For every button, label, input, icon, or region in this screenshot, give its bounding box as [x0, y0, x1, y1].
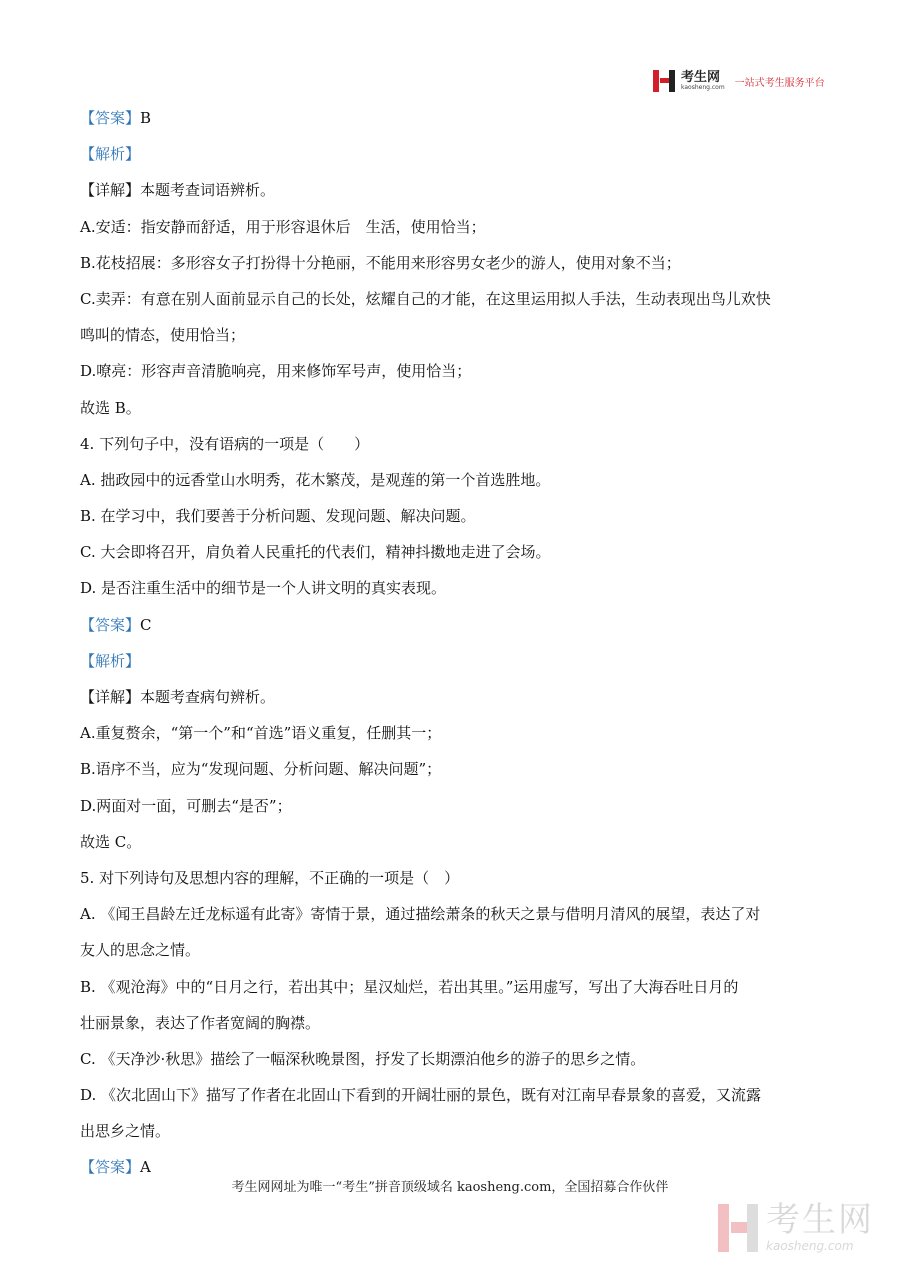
document-line: [80, 570, 820, 606]
document-line: [80, 390, 820, 426]
document-line: [80, 1041, 820, 1077]
line-text: B: [140, 109, 152, 127]
line-text: A. 《闻王昌龄左迁龙标遥有此寄》寄情于景，通过描绘萧条的秋天之景与借明月清风的展望，表达了对: [80, 905, 761, 924]
line-text: 鸣叫的情态，使用恰当；: [80, 326, 246, 345]
document-line: [80, 751, 820, 787]
line-text: A.安适：指安静而舒适，用于形容退休后 生活，使用恰当；: [80, 217, 486, 236]
line-text: A. 拙政园中的远香堂山水明秀，花木繁茂，是观莲的第一个首选胜地。: [80, 470, 551, 489]
line-text: D.嘹亮：形容声音清脆响亮，用来修饰军号声，使用恰当；: [80, 362, 472, 381]
document-line: [80, 607, 820, 643]
document-line: [80, 426, 820, 462]
line-text: 【详解】本题考查词语辨析。: [80, 181, 276, 200]
line-text: 故选 C。: [80, 832, 142, 851]
document-line: [80, 136, 820, 172]
line-text: A: [140, 1158, 151, 1177]
line-text: 友人的思念之情。: [80, 941, 201, 960]
line-text: 故选 B。: [80, 398, 141, 417]
line-text: 4. 下列句子中，没有语病的一项是（ ）: [80, 434, 370, 453]
line-text: 出思乡之情。: [80, 1122, 171, 1141]
line-text: 壮丽景象，表达了作者宽阔的胸襟。: [80, 1013, 321, 1032]
section-tag: 【解析】: [80, 145, 141, 164]
section-tag: 【答案】: [80, 615, 141, 634]
watermark-name: 考生网: [766, 1200, 874, 1240]
line-text: 【详解】本题考查病句辨析。: [80, 688, 276, 706]
kaosheng-logo-icon: [653, 70, 675, 92]
document-line: [80, 932, 820, 968]
line-text: 5. 对下列诗句及思想内容的理解，不正确的一项是（ ）: [80, 868, 460, 887]
line-text: D. 是否注重生活中的细节是一个人讲文明的真实表现。: [80, 579, 447, 598]
document-line: [80, 715, 820, 751]
watermark-text: [766, 1200, 874, 1253]
document-line: [80, 534, 820, 570]
section-tag: 【解析】: [80, 651, 141, 670]
watermark-domain: kaosheng.com: [766, 1239, 854, 1253]
document-line: [80, 1005, 820, 1041]
document-body: [80, 100, 820, 1186]
document-line: [80, 788, 820, 824]
document-line: [80, 317, 820, 353]
section-tag: 【答案】: [80, 1158, 141, 1177]
header-logo: [653, 70, 825, 92]
line-text: D. 《次北固山下》描写了作者在北固山下看到的开阔壮丽的景色，既有对江南早春景象的喜爱，又流露: [80, 1086, 762, 1105]
document-line: [80, 1113, 820, 1149]
line-text: C. 大会即将召开，肩负着人民重托的代表们，精神抖擞地走进了会场。: [80, 543, 551, 562]
line-text: D.两面对一面，可删去“是否”；: [80, 796, 292, 815]
watermark-logo-icon: [718, 1204, 758, 1252]
document-line: [80, 245, 820, 281]
document-line: [80, 1077, 820, 1113]
document-line: [80, 824, 820, 860]
watermark: [718, 1200, 874, 1253]
logo-name: 考生网: [681, 70, 721, 85]
document-line: [80, 281, 820, 317]
document-line: [80, 896, 820, 932]
line-text: C. 《天净沙·秋思》描绘了一幅深秋晚景图，抒发了长期漂泊他乡的游子的思乡之情。: [80, 1049, 646, 1068]
line-text: C: [140, 615, 152, 634]
document-line: [80, 679, 820, 715]
page-footer: 考生网网址为唯一“考生”拼音顶级域名 kaosheng.com，全国招募合作伙伴: [231, 1180, 669, 1195]
section-tag: 【答案】: [80, 109, 141, 127]
document-line: [80, 498, 820, 534]
document-line: [80, 643, 820, 679]
document-line: [80, 860, 820, 896]
line-text: B.花枝招展：多形容女子打扮得十分艳丽，不能用来形容男女老少的游人，使用对象不当；: [80, 253, 681, 272]
logo-text: [681, 71, 725, 91]
line-text: B.语序不当，应为“发现问题、分析问题、解决问题”；: [80, 760, 442, 779]
document-line: [80, 172, 820, 208]
line-text: B. 在学习中，我们要善于分析问题、发现问题、解决问题。: [80, 507, 476, 526]
document-line: [80, 100, 820, 136]
document-line: [80, 209, 820, 245]
document-line: [80, 969, 820, 1005]
line-text: A.重复赘余，“第一个”和“首选”语义重复，任删其一；: [80, 724, 442, 743]
document-line: [80, 462, 820, 498]
line-text: C.卖弄：有意在别人面前显示自己的长处，炫耀自己的才能，在这里运用拟人手法，生动表现出鸟儿欢快: [80, 289, 771, 308]
line-text: B. 《观沧海》中的“日月之行，若出其中；星汉灿烂，若出其里。”运用虚写，写出了大海吞吐日月的: [80, 977, 739, 996]
logo-domain: kaosheng.com: [681, 84, 725, 91]
document-line: [80, 353, 820, 389]
logo-slogan: 一站式考生服务平台: [734, 77, 825, 89]
